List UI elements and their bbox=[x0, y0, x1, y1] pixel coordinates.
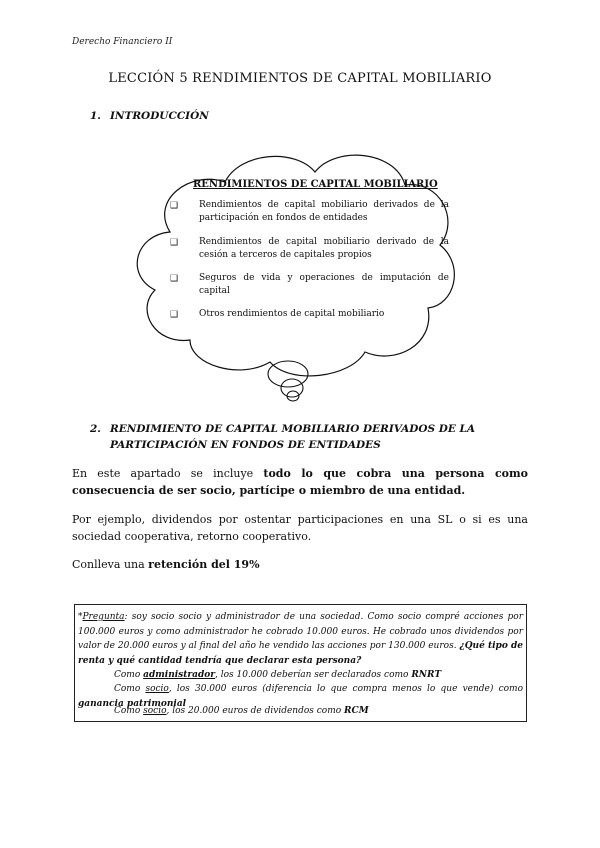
cloud-item-text: Seguros de vida y operaciones de imputación de capital bbox=[199, 273, 449, 296]
answer-line bbox=[78, 704, 559, 719]
question-label: Pregunta bbox=[82, 612, 125, 622]
retention-rate: retención del 19% bbox=[148, 558, 260, 571]
answer-text: Como bbox=[114, 706, 144, 716]
cloud-item bbox=[170, 236, 450, 264]
paragraph-bold-text: todo lo que cobra una persona como consecuencia de ser socio, partícipe o miembro de una entidad. bbox=[72, 467, 528, 497]
section-2-title: RENDIMIENTO DE CAPITAL MOBILIARIO DERIVADOS DE LA PARTICIPACIÓN EN FONDOS DE ENTIDADES bbox=[110, 423, 476, 451]
answer-text: , los 20.000 euros de dividendos como bbox=[166, 706, 345, 716]
cloud-title: RENDIMIENTOS DE CAPITAL MOBILIARIO bbox=[193, 179, 438, 190]
answer-text: Como bbox=[114, 684, 146, 694]
paragraph-text: En este apartado se incluye bbox=[72, 467, 264, 480]
cloud-item-text: Rendimientos de capital mobiliario derivado de la cesión a terceros de capitales propios bbox=[199, 237, 449, 260]
checkbox-icon: ❑ bbox=[170, 201, 179, 211]
cloud-item bbox=[170, 272, 450, 300]
question-text: : soy socio socio y administrador de una sociedad. Como socio compré acciones por 100.000 euros y como administrador he cobrado 10.000 euros. He cobrado unos dividendos por valor de 20.000 euros y al final del año he vendido las acciones por 130.000 euros. bbox=[78, 612, 523, 651]
answer-result: ganancia patrimonial bbox=[78, 698, 187, 709]
cloud-bubble-1 bbox=[268, 361, 308, 387]
section-2-number: 2. bbox=[90, 423, 101, 435]
answer-result: RCM bbox=[344, 706, 369, 716]
cloud-bubble-2 bbox=[281, 379, 303, 397]
paragraph-definition bbox=[72, 465, 528, 499]
cloud-item bbox=[170, 199, 450, 227]
section-1-number: 1. bbox=[90, 110, 101, 122]
answer-keyword: socio bbox=[145, 684, 169, 694]
checkbox-icon: ❑ bbox=[170, 274, 179, 284]
section-1-title: INTRODUCCIÓN bbox=[110, 110, 209, 122]
running-header: Derecho Financiero II bbox=[72, 37, 173, 47]
answer-text: , los 10.000 deberían ser declarados como bbox=[215, 670, 412, 680]
paragraph-text: Conlleva una bbox=[72, 558, 149, 571]
answer-line bbox=[78, 668, 559, 683]
checkbox-icon: ❑ bbox=[170, 238, 179, 248]
paragraph-retention bbox=[72, 556, 528, 573]
answer-keyword: socio bbox=[143, 706, 167, 716]
cloud-item bbox=[170, 308, 450, 322]
page-title: LECCIÓN 5 RENDIMIENTOS DE CAPITAL MOBILIARIO bbox=[108, 71, 492, 86]
section-1-heading bbox=[90, 110, 209, 122]
answer-text: , los 30.000 euros (diferencia lo que compra menos lo que vende) como bbox=[168, 684, 523, 694]
example-question bbox=[78, 610, 523, 668]
paragraph-example: Por ejemplo, dividendos por ostentar participaciones en una SL o si es una sociedad cooperativa, retorno cooperativo. bbox=[72, 513, 528, 543]
question-bold: ¿Qué tipo de renta y qué cantidad tendría que declarar esta persona? bbox=[78, 641, 523, 666]
answer-keyword: administrador bbox=[143, 670, 215, 680]
answer-text: Como bbox=[114, 670, 144, 680]
checkbox-icon: ❑ bbox=[170, 310, 179, 320]
cloud-item-text: Otros rendimientos de capital mobiliario bbox=[199, 309, 385, 319]
cloud-item-text: Rendimientos de capital mobiliario derivados de la participación en fondos de entidades bbox=[199, 200, 449, 223]
answer-result: RNRT bbox=[411, 670, 442, 680]
asterisk: * bbox=[78, 612, 83, 622]
